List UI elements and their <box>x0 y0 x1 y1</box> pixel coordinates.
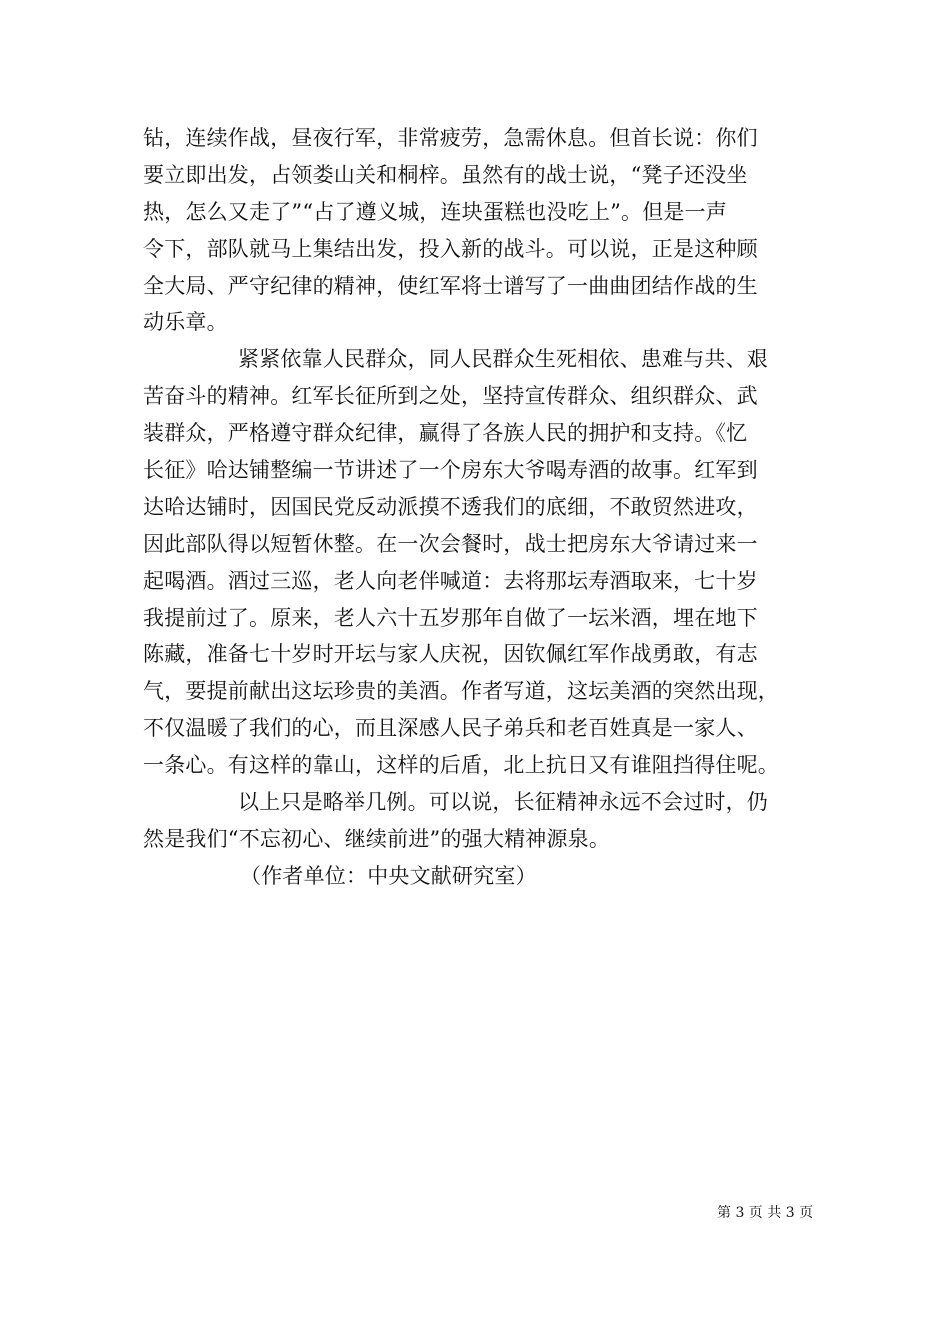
text-line: 不仅温暖了我们的心，而且深感人民子弟兵和老百姓真是一家人、 <box>143 716 758 741</box>
article-body <box>143 120 833 895</box>
text-line: 苦奋斗的精神。红军长征所到之处，坚持宣传群众、组织群众、武 <box>143 384 758 409</box>
text-line: 陈藏，准备七十岁时开坛与家人庆祝，因钦佩红军作战勇敢，有志 <box>143 642 758 667</box>
text-line: 一条心。有这样的靠山，这样的后盾，北上抗日又有谁阻挡得住呢。 <box>143 753 779 778</box>
text-line: 然是我们“不忘初心、继续前进”的强大精神源泉。 <box>143 826 611 851</box>
text-line: 紧紧依靠人民群众，同人民群众生死相依、患难与共、艰 <box>238 347 768 372</box>
text-line: 长征》哈达铺整编一节讲述了一个房东大爷喝寿酒的故事。红军到 <box>143 458 758 483</box>
text-line: 达哈达铺时，因国民党反动派摸不透我们的底细，不敢贸然进攻， <box>143 494 758 519</box>
text-line: 令下，部队就马上集结出发，投入新的战斗。可以说，正是这种顾 <box>143 236 758 261</box>
author-affiliation: （作者单位：中央文献研究室） <box>240 863 537 888</box>
text-line: 全大局、严守纪律的精神，使红军将士谱写了一曲曲团结作战的生 <box>143 273 758 298</box>
text-line: 起喝酒。酒过三巡，老人向老伴喊道：去将那坛寿酒取来，七十岁 <box>143 568 758 593</box>
text-line: 热，怎么又走了”“占了遵义城，连块蛋糕也没吃上”。但是一声 <box>143 199 728 224</box>
text-line: 要立即出发，占领娄山关和桐梓。虽然有的战士说，“凳子还没坐 <box>143 162 748 187</box>
text-line: 钻，连续作战，昼夜行军，非常疲劳，急需休息。但首长说：你们 <box>143 126 758 150</box>
text-line: 以上只是略举几例。可以说，长征精神永远不会过时，仍 <box>238 790 768 815</box>
text-line: 因此部队得以短暂休整。在一次会餐时，战士把房东大爷请过来一 <box>143 531 758 556</box>
text-line: 我提前过了。原来，老人六十五岁那年自做了一坛米酒，埋在地下 <box>143 605 758 630</box>
page-number-footer: 第 3 页 共 3 页 <box>717 1205 814 1221</box>
text-line: 气，要提前献出这坛珍贵的美酒。作者写道，这坛美酒的突然出现， <box>143 679 779 704</box>
text-line: 装群众，严格遵守群众纪律，赢得了各族人民的拥护和支持。《忆 <box>143 421 748 446</box>
text-line: 动乐章。 <box>143 310 228 335</box>
